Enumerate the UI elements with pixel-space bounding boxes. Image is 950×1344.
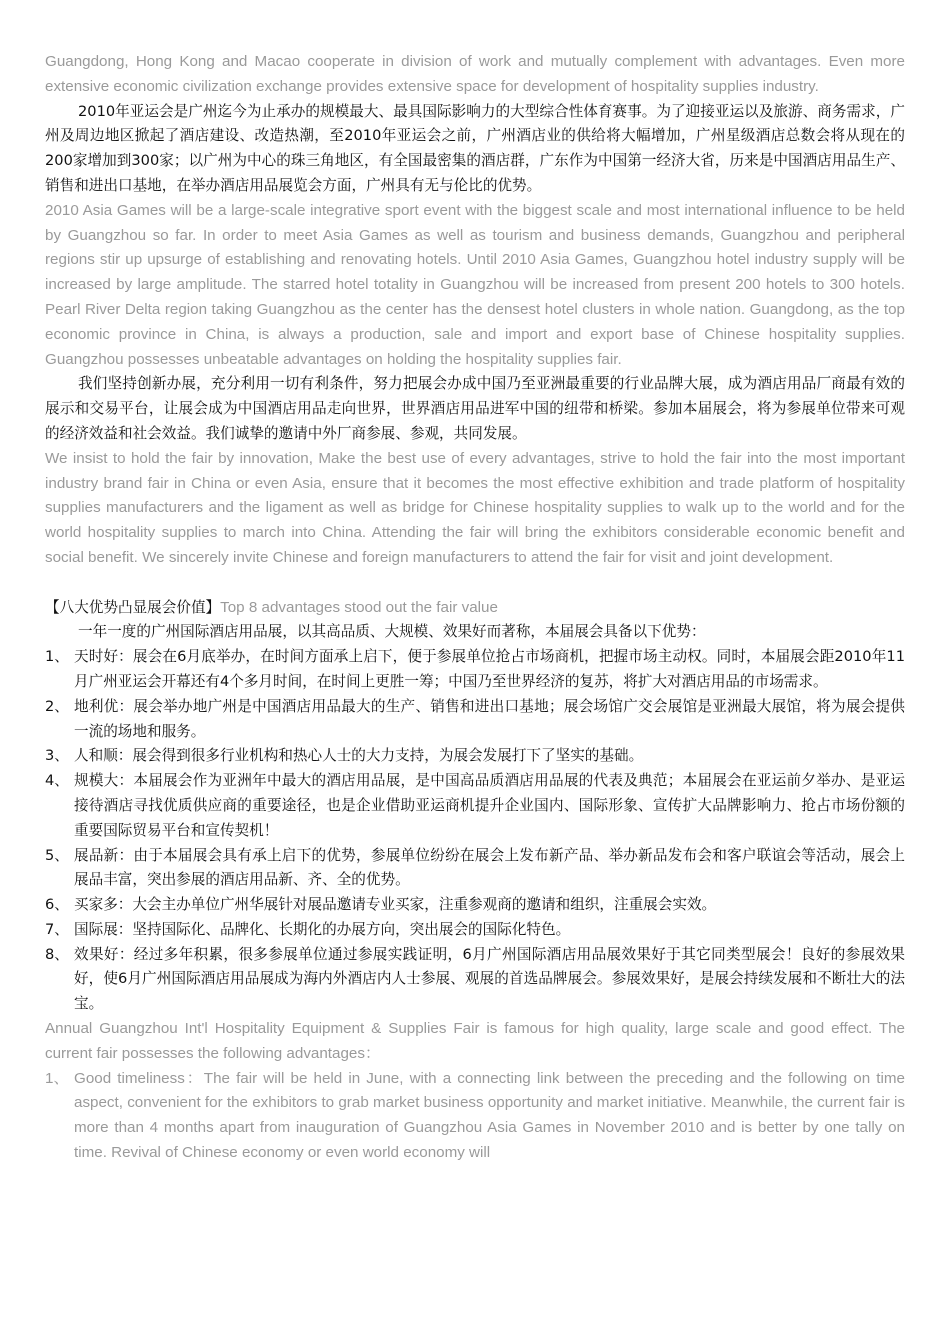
item-number: 8、: [45, 945, 69, 963]
item-number: 1、: [45, 1069, 69, 1087]
item-text: Good timeliness：The fair will be held in June, with a connecting link between the preceding and the following on time aspect, convenient for the exhibitors to grab market business opportunity and market initiative. Meanwhile, the current fair is more than 4 months apart from inauguration of Guangzhou Asia Games in November 2010 and is better by one tally on time. Revival of Chinese economy or even world economy will: [74, 1069, 905, 1162]
item-text: 人和顺：展会得到很多行业机构和热心人士的大力支持，为展会发展打下了坚实的基础。: [74, 747, 644, 765]
item-number: 3、: [45, 747, 69, 765]
paragraph-3-zh: 我们坚持创新办展，充分利用一切有利条件，努力把展会办成中国乃至亚洲最重要的行业品牌大展，成为酒店用品厂商最有效的展示和交易平台，让展会成为中国酒店用品走向世界，世界酒店用品进军中国的纽带和桥梁。参加本届展会，将为参展单位带来可观的经济效益和社会效益。我们诚挚的邀请中外厂商参展、参观，共同发展。: [45, 375, 905, 442]
section-intro-zh: 一年一度的广州国际酒店用品展，以其高品质、大规模、效果好而著称，本届展会具备以下优势：: [78, 623, 706, 641]
section-title-en: Top 8 advantages stood out the fair value: [220, 598, 498, 616]
list-item: [45, 844, 905, 894]
item-text: 展品新：由于本届展会具有承上启下的优势，参展单位纷纷在展会上发布新产品、举办新品发布会和客户联谊会等活动，展会上展品丰富，突出参展的酒店用品新、齐、全的优势。: [74, 846, 905, 889]
blank-line: [45, 571, 905, 596]
list-item: [45, 744, 905, 769]
item-text: 地利优：展会举办地广州是中国酒店用品最大的生产、销售和进出口基地；展会场馆广交会展馆是亚洲最大展馆，将为展会提供一流的场地和服务。: [74, 697, 905, 740]
item-text: 效果好：经过多年积累，很多参展单位通过参展实践证明，6月广州国际酒店用品展效果好于其它同类型展会！良好的参展效果好，使6月广州国际酒店用品展成为海内外酒店内人士参展、观展的首选品牌展会。参展效果好，是展会持续发展和不断壮大的法宝。: [74, 945, 905, 1013]
list-item: [45, 918, 905, 943]
item-text: 规模大：本届展会作为亚洲年中最大的酒店用品展，是中国高品质酒店用品展的代表及典范；本届展会在亚运前夕举办、是亚运接待酒店寻找优质供应商的重要途径，也是企业借助亚运商机提升企业国内、国际形象、宣传扩大品牌影响力、抢占市场份额的重要国际贸易平台和宣传契机！: [74, 772, 905, 839]
paragraph-3-en: We insist to hold the fair by innovation, Make the best use of every advantages, strive to hold the fair into the most important industry brand fair in China or even Asia, ensure that it becomes the most effective exhibition and trade platform of hospitality supplies manufacturers and the ligament as well as bridge for Chinese hospitality supplies to walk up to the world and for the world hospitality supplies to march into China. Attending the fair will bring the exhibitors considerable economic benefit and social benefit. We sincerely invite Chinese and foreign manufacturers to attend the fair for visit and joint development.: [45, 449, 905, 566]
paragraph-1-en: Guangdong, Hong Kong and Macao cooperate in division of work and mutually complement with advantages. Even more extensive economic civilization exchange provides extensive space for development of hospitality supplies industry.: [45, 53, 905, 95]
item-number: 4、: [45, 772, 69, 790]
paragraph-2-en: 2010 Asia Games will be a large-scale integrative sport event with the biggest scale and most international influence to be held by Guangzhou so far. In order to meet Asia Games as well as tourism and business demands, Guangzhou and peripheral regions stir up upsurge of establishing and renovating hotels. Until 2010 Asia Games, Guangzhou hotel industry supply will be increased by large amplitude. The starred hotel totality in Guangzhou will be increased from present 200 hotels to 300 hotels. Pearl River Delta region taking Guangzhou as the center has the densest hotel clusters in whole nation. Guangdong, as the top economic province in China, is always a production, sale and import and export base of Chinese hospitality supplies. Guangzhou possesses unbeatable advantages on holding the hospitality supplies fair.: [45, 201, 905, 368]
section-intro-en: Annual Guangzhou Int'l Hospitality Equipment & Supplies Fair is famous for high quality, large scale and good effect. The current fair possesses the following advantages：: [45, 1020, 905, 1062]
section-title-zh: 【八大优势凸显展会价值】: [45, 598, 221, 616]
list-item: [45, 695, 905, 745]
item-text: 天时好：展会在6月底举办，在时间方面承上启下，便于参展单位抢占市场商机，把握市场主动权。同时，本届展会距2010年11月广州亚运会开幕还有4个多月时间，在时间上更胜一筹；中国乃至世界经济的复苏，将扩大对酒店用品的市场需求。: [74, 648, 905, 690]
list-item: [45, 769, 905, 843]
list-item: [45, 1067, 905, 1166]
item-number: 2、: [45, 697, 69, 715]
item-number: 7、: [45, 920, 69, 938]
item-number: 6、: [45, 896, 69, 914]
list-item: [45, 893, 905, 918]
paragraph-2-zh: 2010年亚运会是广州迄今为止承办的规模最大、最具国际影响力的大型综合性体育赛事。为了迎接亚运以及旅游、商务需求，广州及周边地区掀起了酒店建设、改造热潮，至2010年亚运会之前，广州酒店业的供给将大幅增加，广州星级酒店总数会将从现在的200家增加到300家；以广州为中心的珠三角地区，有全国最密集的酒店群，广东作为中国第一经济大省，历来是中国酒店用品生产、销售和进出口基地，在举办酒店用品展览会方面，广州具有无与伦比的优势。: [45, 102, 905, 194]
item-text: 买家多：大会主办单位广州华展针对展品邀请专业买家，注重参观商的邀请和组织，注重展会实效。: [74, 896, 717, 914]
advantages-list-zh: [45, 645, 905, 1017]
item-text: 国际展：坚持国际化、品牌化、长期化的办展方向，突出展会的国际化特色。: [74, 920, 571, 938]
item-number: 5、: [45, 846, 69, 864]
section-heading: [45, 596, 905, 621]
document-page: [45, 50, 905, 1166]
list-item: [45, 943, 905, 1017]
list-item: [45, 645, 905, 695]
advantages-list-en: [45, 1067, 905, 1166]
item-number: 1、: [45, 648, 69, 666]
